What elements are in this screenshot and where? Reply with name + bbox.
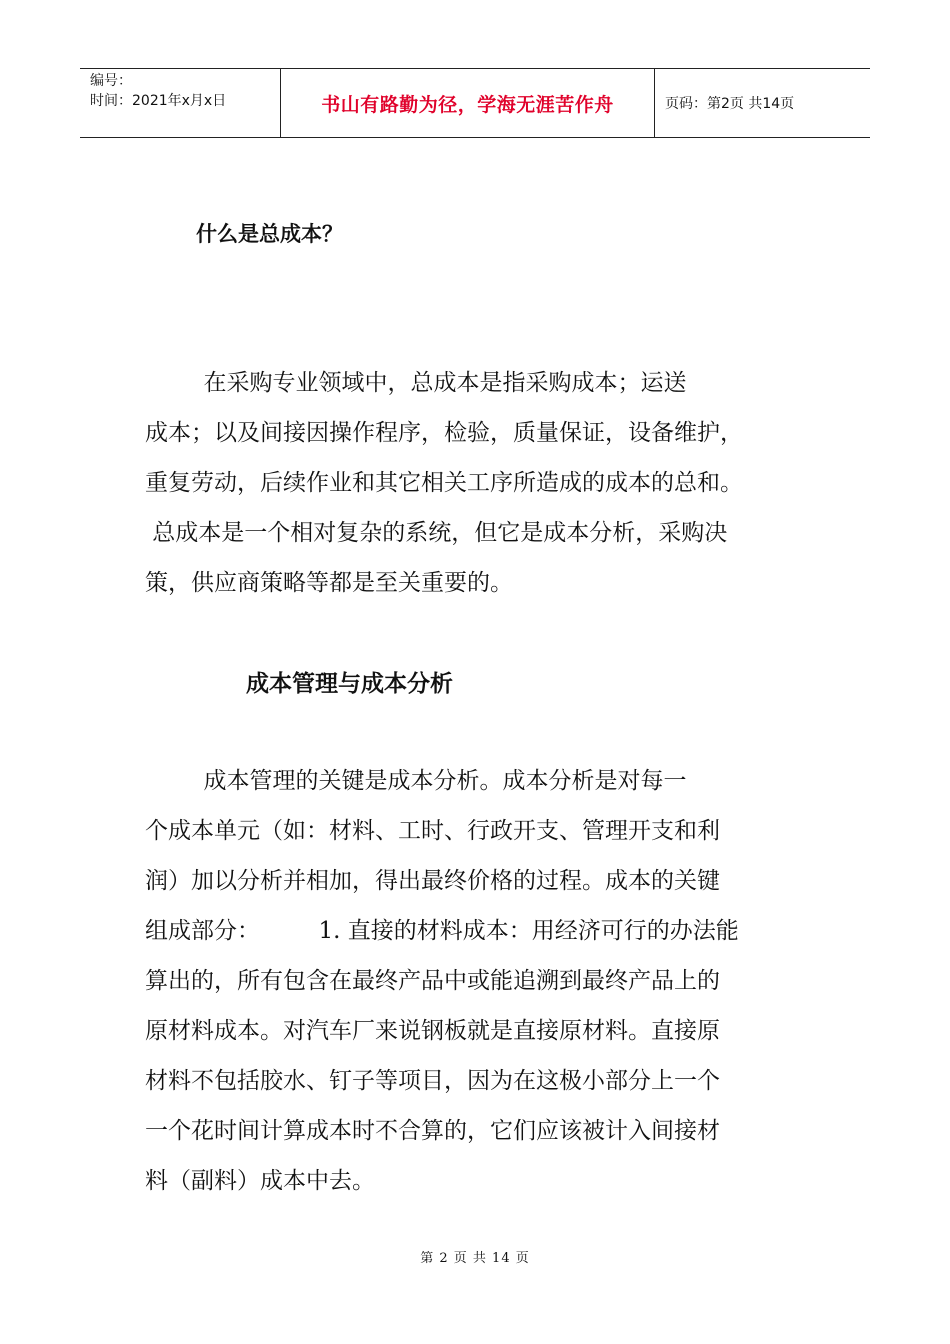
paragraph-line: 在采购专业领域中，总成本是指采购成本；运送 — [145, 370, 687, 396]
section-subheading: 成本管理与成本分析 — [246, 670, 453, 697]
paragraph-line: 材料不包括胶水、钉子等项目，因为在这极小部分上一个 — [145, 1068, 720, 1094]
paragraph-line: 组成部分： 1. 直接的材料成本：用经济可行的办法能 — [145, 918, 739, 944]
number-label: 编号： — [90, 73, 132, 89]
header-page-info: 页码：第2页 共14页 — [665, 96, 795, 112]
time-label: 时间：2021年x月x日 — [90, 93, 227, 109]
paragraph-line: 一个花时间计算成本时不合算的，它们应该被计入间接材 — [145, 1118, 720, 1144]
paragraph-line: 总成本是一个相对复杂的系统，但它是成本分析，采购决 — [145, 520, 728, 546]
page-footer: 第 2 页 共 14 页 — [420, 1251, 530, 1266]
header-meta — [80, 69, 281, 137]
paragraph-cost-analysis — [145, 756, 805, 1206]
header-motto: 书山有路勤为径，学海无涯苦作舟 — [281, 69, 655, 137]
paragraph-line: 成本管理的关键是成本分析。成本分析是对每一 — [145, 768, 687, 794]
paragraph-line: 成本；以及间接因操作程序，检验，质量保证，设备维护， — [145, 420, 743, 446]
paragraph-line: 原材料成本。对汽车厂来说钢板就是直接原材料。直接原 — [145, 1018, 720, 1044]
page-title: 什么是总成本？ — [196, 222, 343, 246]
paragraph-line: 策，供应商策略等都是至关重要的。 — [145, 570, 513, 596]
paragraph-total-cost — [145, 358, 805, 608]
paragraph-line: 个成本单元（如：材料、工时、行政开支、管理开支和利 — [145, 818, 720, 844]
paragraph-line: 算出的，所有包含在最终产品中或能追溯到最终产品上的 — [145, 968, 720, 994]
paragraph-line: 重复劳动，后续作业和其它相关工序所造成的成本的总和。 — [145, 470, 743, 496]
paragraph-line: 润）加以分析并相加，得出最终价格的过程。成本的关键 — [145, 868, 720, 894]
document-header — [80, 68, 870, 138]
paragraph-line: 料（副料）成本中去。 — [145, 1168, 375, 1194]
